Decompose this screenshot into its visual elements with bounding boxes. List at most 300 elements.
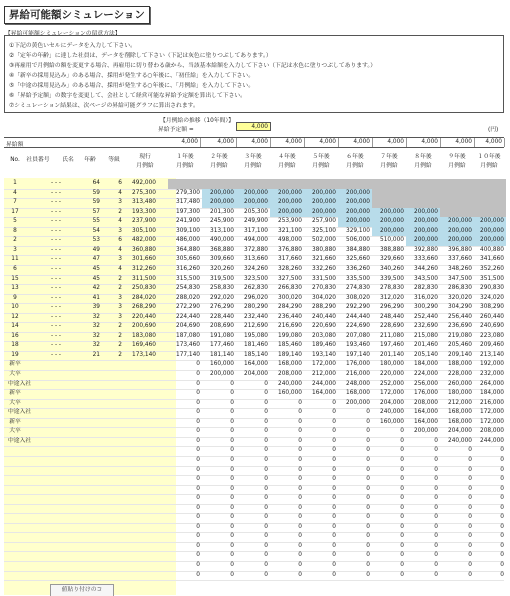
projected-salary-cell[interactable]: 262,830: [244, 285, 268, 292]
projected-salary-cell[interactable]: 164,000: [244, 361, 268, 368]
projected-salary-cell[interactable]: 0: [468, 504, 472, 511]
projected-salary-cell[interactable]: 184,000: [414, 361, 438, 368]
employee-no-cell[interactable]: - - -: [51, 304, 61, 311]
projected-salary-cell[interactable]: 200,000: [480, 237, 504, 244]
projected-salary-cell[interactable]: 321,660: [312, 256, 336, 263]
row-no[interactable]: 14: [11, 323, 19, 330]
projected-salary-cell[interactable]: 319,500: [210, 275, 234, 282]
projected-salary-cell[interactable]: 0: [230, 476, 234, 483]
projected-salary-cell[interactable]: 0: [298, 466, 302, 473]
projected-salary-cell[interactable]: 160,000: [210, 361, 234, 368]
employee-no-cell[interactable]: - - -: [51, 256, 61, 263]
projected-salary-cell[interactable]: 201,140: [380, 351, 404, 358]
projected-salary-cell[interactable]: 0: [230, 552, 234, 559]
projected-salary-cell[interactable]: 220,000: [380, 371, 404, 377]
projected-salary-cell[interactable]: 0: [366, 456, 370, 463]
projected-salary-cell[interactable]: 0: [332, 504, 336, 511]
projected-salary-cell[interactable]: 0: [298, 523, 302, 530]
employee-no-cell[interactable]: - - -: [51, 218, 61, 225]
projected-salary-cell[interactable]: 236,440: [278, 313, 302, 320]
projected-salary-cell[interactable]: 240,440: [312, 313, 336, 320]
projected-salary-cell[interactable]: 0: [434, 456, 438, 463]
grade-cell[interactable]: 3: [118, 304, 122, 311]
projected-salary-cell[interactable]: 203,080: [312, 332, 336, 339]
row-no[interactable]: 17: [11, 208, 19, 215]
projected-salary-cell[interactable]: 0: [230, 409, 234, 416]
projected-salary-cell[interactable]: 0: [500, 476, 504, 483]
projected-salary-cell[interactable]: 0: [434, 533, 438, 540]
projected-salary-cell[interactable]: 181,460: [244, 342, 268, 349]
age-cell[interactable]: 47: [92, 256, 100, 263]
projected-salary-cell[interactable]: 0: [298, 476, 302, 483]
projected-salary-cell[interactable]: 0: [332, 485, 336, 492]
projected-salary-cell[interactable]: 200,000: [210, 189, 234, 196]
projected-salary-cell[interactable]: 200,000: [346, 399, 370, 406]
projected-salary-cell[interactable]: 0: [366, 523, 370, 530]
projected-salary-cell[interactable]: 0: [264, 523, 268, 530]
grade-cell[interactable]: 3: [118, 313, 122, 320]
current-salary-cell[interactable]: 200,690: [132, 323, 156, 330]
raise-amount-input[interactable]: 4,000: [236, 122, 271, 131]
projected-salary-cell[interactable]: 240,000: [278, 380, 302, 387]
projected-salary-cell[interactable]: 0: [264, 428, 268, 435]
projected-salary-cell[interactable]: 0: [298, 504, 302, 511]
projected-salary-cell[interactable]: 204,690: [176, 323, 200, 330]
projected-salary-cell[interactable]: 0: [196, 361, 200, 368]
row-no[interactable]: 中途入社: [8, 380, 32, 387]
projected-salary-cell[interactable]: 232,440: [244, 313, 268, 320]
projected-salary-cell[interactable]: 396,880: [448, 246, 472, 253]
employee-no-cell[interactable]: - - -: [51, 208, 61, 215]
projected-salary-cell[interactable]: 0: [298, 456, 302, 463]
projected-salary-cell[interactable]: 282,830: [414, 285, 438, 292]
employee-no-cell[interactable]: - - -: [51, 265, 61, 272]
projected-salary-cell[interactable]: 208,690: [210, 323, 234, 330]
projected-salary-cell[interactable]: 205,140: [414, 351, 438, 358]
projected-salary-cell[interactable]: 253,900: [278, 218, 302, 225]
employee-no-cell[interactable]: - - -: [51, 342, 61, 349]
projected-salary-cell[interactable]: 224,000: [414, 371, 438, 377]
projected-salary-cell[interactable]: 0: [230, 495, 234, 502]
projected-salary-cell[interactable]: 244,440: [346, 313, 370, 320]
projected-salary-cell[interactable]: 200,000: [414, 237, 438, 244]
projected-salary-cell[interactable]: 187,080: [176, 332, 200, 339]
projected-salary-cell[interactable]: 329,660: [380, 256, 404, 263]
projected-salary-cell[interactable]: 0: [366, 428, 370, 435]
projected-salary-cell[interactable]: 284,290: [278, 304, 302, 311]
age-cell[interactable]: 39: [92, 304, 100, 311]
projected-salary-cell[interactable]: 256,440: [448, 313, 472, 320]
projected-salary-cell[interactable]: 200,000: [346, 208, 370, 215]
projected-salary-cell[interactable]: 200,000: [414, 218, 438, 225]
projected-salary-cell[interactable]: 168,000: [448, 418, 472, 425]
projected-salary-cell[interactable]: 0: [332, 523, 336, 530]
projected-salary-cell[interactable]: 164,000: [414, 418, 438, 425]
projected-salary-cell[interactable]: 0: [332, 418, 336, 425]
projected-salary-cell[interactable]: 0: [332, 437, 336, 444]
projected-salary-cell[interactable]: 0: [264, 514, 268, 521]
row-no[interactable]: 2: [13, 237, 17, 244]
projected-salary-cell[interactable]: 200,000: [346, 199, 370, 206]
projected-salary-cell[interactable]: 0: [500, 552, 504, 559]
projected-salary-cell[interactable]: 335,500: [346, 275, 370, 282]
projected-salary-cell[interactable]: 205,460: [448, 342, 472, 349]
projected-salary-cell[interactable]: 510,000: [380, 237, 404, 244]
projected-salary-cell[interactable]: 200,000: [448, 218, 472, 225]
projected-salary-cell[interactable]: 172,000: [312, 361, 336, 368]
projected-salary-cell[interactable]: 0: [332, 562, 336, 568]
current-salary-cell[interactable]: 275,300: [132, 189, 156, 196]
projected-salary-cell[interactable]: 0: [366, 552, 370, 559]
row-no[interactable]: 大卒: [9, 371, 21, 377]
row-no[interactable]: 大卒: [9, 428, 21, 435]
projected-salary-cell[interactable]: 274,830: [346, 285, 370, 292]
projected-salary-cell[interactable]: 288,290: [312, 304, 336, 311]
projected-salary-cell[interactable]: 0: [366, 476, 370, 483]
projected-salary-cell[interactable]: 0: [434, 485, 438, 492]
projected-salary-cell[interactable]: 0: [196, 562, 200, 568]
projected-salary-cell[interactable]: 260,000: [448, 380, 472, 387]
projected-salary-cell[interactable]: 0: [196, 571, 200, 578]
projected-salary-cell[interactable]: 215,080: [414, 332, 438, 339]
row-no[interactable]: 7: [13, 199, 17, 206]
projected-salary-cell[interactable]: 286,830: [448, 285, 472, 292]
projected-salary-cell[interactable]: 313,660: [244, 256, 268, 263]
grade-cell[interactable]: 2: [118, 323, 122, 330]
projected-salary-cell[interactable]: 0: [298, 447, 302, 454]
projected-salary-cell[interactable]: 201,300: [210, 208, 234, 215]
projected-salary-cell[interactable]: 0: [230, 562, 234, 568]
projected-salary-cell[interactable]: 0: [264, 552, 268, 559]
projected-salary-cell[interactable]: 204,000: [380, 399, 404, 406]
projected-salary-cell[interactable]: 343,500: [414, 275, 438, 282]
projected-salary-cell[interactable]: 204,000: [244, 371, 268, 377]
projected-salary-cell[interactable]: 0: [434, 466, 438, 473]
projected-salary-cell[interactable]: 184,000: [480, 390, 504, 397]
row-no[interactable]: 6: [13, 265, 17, 272]
projected-salary-cell[interactable]: 0: [298, 533, 302, 540]
employee-no-cell[interactable]: - - -: [51, 351, 61, 358]
projected-salary-cell[interactable]: 0: [332, 447, 336, 454]
grade-cell[interactable]: 2: [118, 275, 122, 282]
projected-salary-cell[interactable]: 200,000: [244, 189, 268, 196]
projected-salary-cell[interactable]: 164,000: [414, 409, 438, 416]
row-no[interactable]: 19: [11, 351, 19, 358]
projected-salary-cell[interactable]: 0: [196, 552, 200, 559]
projected-salary-cell[interactable]: 0: [400, 552, 404, 559]
projected-salary-cell[interactable]: 0: [366, 562, 370, 568]
projected-salary-cell[interactable]: 0: [366, 495, 370, 502]
projected-salary-cell[interactable]: 0: [434, 447, 438, 454]
projected-salary-cell[interactable]: 177,460: [210, 342, 234, 349]
projected-salary-cell[interactable]: 176,000: [414, 390, 438, 397]
projected-salary-cell[interactable]: 0: [434, 495, 438, 502]
projected-salary-cell[interactable]: 0: [230, 437, 234, 444]
projected-salary-cell[interactable]: 380,880: [312, 246, 336, 253]
row-no[interactable]: 新卒: [9, 361, 21, 368]
projected-salary-cell[interactable]: 292,020: [210, 294, 234, 301]
grade-cell[interactable]: 3: [118, 227, 122, 234]
projected-salary-cell[interactable]: 0: [264, 571, 268, 578]
projected-salary-cell[interactable]: 0: [468, 485, 472, 492]
employee-no-cell[interactable]: - - -: [51, 199, 61, 206]
row-no[interactable]: 8: [13, 227, 17, 234]
projected-salary-cell[interactable]: 200,000: [312, 199, 336, 206]
projected-salary-cell[interactable]: 0: [366, 504, 370, 511]
current-salary-cell[interactable]: 183,080: [132, 332, 156, 339]
projected-salary-cell[interactable]: 0: [196, 466, 200, 473]
projected-salary-cell[interactable]: 0: [500, 562, 504, 568]
projected-salary-cell[interactable]: 172,000: [480, 409, 504, 416]
current-salary-cell[interactable]: 169,460: [132, 342, 156, 349]
projected-salary-cell[interactable]: 0: [264, 418, 268, 425]
projected-salary-cell[interactable]: 258,830: [210, 285, 234, 292]
projected-salary-cell[interactable]: 212,000: [312, 371, 336, 377]
projected-salary-cell[interactable]: 0: [500, 523, 504, 530]
row-no[interactable]: 9: [13, 294, 17, 301]
projected-salary-cell[interactable]: 0: [196, 399, 200, 406]
projected-salary-cell[interactable]: 0: [332, 456, 336, 463]
projected-salary-cell[interactable]: 212,690: [244, 323, 268, 330]
grade-cell[interactable]: 2: [118, 285, 122, 292]
projected-salary-cell[interactable]: 0: [366, 571, 370, 578]
projected-salary-cell[interactable]: 0: [400, 437, 404, 444]
age-cell[interactable]: 64: [92, 180, 100, 186]
projected-salary-cell[interactable]: 332,260: [312, 265, 336, 272]
projected-salary-cell[interactable]: 0: [500, 542, 504, 549]
projected-salary-cell[interactable]: 384,880: [346, 246, 370, 253]
projected-salary-cell[interactable]: 331,500: [312, 275, 336, 282]
projected-salary-cell[interactable]: 0: [400, 533, 404, 540]
projected-salary-cell[interactable]: 348,260: [448, 265, 472, 272]
projected-salary-cell[interactable]: 0: [434, 476, 438, 483]
projected-salary-cell[interactable]: 0: [230, 447, 234, 454]
projected-salary-cell[interactable]: 0: [196, 476, 200, 483]
projected-salary-cell[interactable]: 199,080: [278, 332, 302, 339]
projected-salary-cell[interactable]: 494,000: [244, 237, 268, 244]
projected-salary-cell[interactable]: 200,000: [210, 371, 234, 377]
projected-salary-cell[interactable]: 0: [196, 409, 200, 416]
projected-salary-cell[interactable]: 0: [298, 571, 302, 578]
projected-salary-cell[interactable]: 264,000: [480, 380, 504, 387]
projected-salary-cell[interactable]: 0: [400, 504, 404, 511]
projected-salary-cell[interactable]: 216,690: [278, 323, 302, 330]
projected-salary-cell[interactable]: 0: [500, 504, 504, 511]
projected-salary-cell[interactable]: 328,260: [278, 265, 302, 272]
projected-salary-cell[interactable]: 189,460: [312, 342, 336, 349]
row-no[interactable]: 15: [11, 275, 19, 282]
projected-salary-cell[interactable]: 219,080: [448, 332, 472, 339]
projected-salary-cell[interactable]: 0: [298, 437, 302, 444]
projected-salary-cell[interactable]: 376,880: [278, 246, 302, 253]
projected-salary-cell[interactable]: 292,290: [346, 304, 370, 311]
projected-salary-cell[interactable]: 224,440: [176, 313, 200, 320]
projected-salary-cell[interactable]: 0: [196, 437, 200, 444]
projected-salary-cell[interactable]: 177,140: [176, 351, 200, 358]
projected-salary-cell[interactable]: 0: [400, 428, 404, 435]
projected-salary-cell[interactable]: 0: [264, 466, 268, 473]
grade-cell[interactable]: 4: [118, 246, 122, 253]
projected-salary-cell[interactable]: 266,830: [278, 285, 302, 292]
employee-no-cell[interactable]: - - -: [51, 323, 61, 330]
projected-salary-cell[interactable]: 0: [298, 514, 302, 521]
projected-salary-cell[interactable]: 200,000: [346, 218, 370, 225]
row-no[interactable]: 10: [11, 304, 19, 311]
projected-salary-cell[interactable]: 228,000: [448, 371, 472, 377]
projected-salary-cell[interactable]: 0: [434, 562, 438, 568]
projected-salary-cell[interactable]: 0: [434, 504, 438, 511]
projected-salary-cell[interactable]: 278,830: [380, 285, 404, 292]
age-cell[interactable]: 55: [92, 218, 100, 225]
projected-salary-cell[interactable]: 0: [264, 495, 268, 502]
row-no[interactable]: 3: [13, 246, 17, 253]
projected-salary-cell[interactable]: 317,480: [176, 199, 200, 206]
projected-salary-cell[interactable]: 0: [400, 562, 404, 568]
projected-salary-cell[interactable]: 0: [468, 562, 472, 568]
projected-salary-cell[interactable]: 0: [264, 437, 268, 444]
projected-salary-cell[interactable]: 325,660: [346, 256, 370, 263]
projected-salary-cell[interactable]: 324,020: [480, 294, 504, 301]
projected-salary-cell[interactable]: 0: [332, 409, 336, 416]
grade-cell[interactable]: 2: [118, 208, 122, 215]
grade-cell[interactable]: 2: [118, 342, 122, 349]
projected-salary-cell[interactable]: 325,100: [312, 227, 336, 234]
projected-salary-cell[interactable]: 341,660: [480, 256, 504, 263]
projected-salary-cell[interactable]: 0: [264, 447, 268, 454]
projected-salary-cell[interactable]: 0: [196, 504, 200, 511]
projected-salary-cell[interactable]: 0: [196, 428, 200, 435]
row-no[interactable]: 大卒: [9, 399, 21, 406]
projected-salary-cell[interactable]: 296,290: [380, 304, 404, 311]
projected-salary-cell[interactable]: 228,440: [210, 313, 234, 320]
projected-salary-cell[interactable]: 0: [230, 456, 234, 463]
projected-salary-cell[interactable]: 0: [230, 571, 234, 578]
projected-salary-cell[interactable]: 0: [230, 504, 234, 511]
projected-salary-cell[interactable]: 0: [468, 552, 472, 559]
projected-salary-cell[interactable]: 0: [434, 542, 438, 549]
age-cell[interactable]: 32: [92, 332, 100, 339]
projected-salary-cell[interactable]: 207,080: [346, 332, 370, 339]
employee-no-cell[interactable]: - - -: [51, 313, 61, 320]
row-no[interactable]: 新卒: [9, 390, 21, 397]
projected-salary-cell[interactable]: 0: [468, 514, 472, 521]
projected-salary-cell[interactable]: 0: [400, 571, 404, 578]
projected-salary-cell[interactable]: 321,100: [278, 227, 302, 234]
projected-salary-cell[interactable]: 300,290: [414, 304, 438, 311]
projected-salary-cell[interactable]: 188,000: [448, 361, 472, 368]
projected-salary-cell[interactable]: 0: [332, 476, 336, 483]
projected-salary-cell[interactable]: 0: [500, 485, 504, 492]
projected-salary-cell[interactable]: 0: [298, 542, 302, 549]
projected-salary-cell[interactable]: 320,020: [448, 294, 472, 301]
current-salary-cell[interactable]: 268,290: [132, 304, 156, 311]
projected-salary-cell[interactable]: 197,300: [176, 208, 200, 215]
current-salary-cell[interactable]: 173,140: [132, 351, 156, 358]
current-salary-cell[interactable]: 482,000: [132, 237, 156, 244]
projected-salary-cell[interactable]: 232,000: [480, 371, 504, 377]
projected-salary-cell[interactable]: 0: [332, 428, 336, 435]
projected-salary-cell[interactable]: 0: [366, 514, 370, 521]
projected-salary-cell[interactable]: 185,460: [278, 342, 302, 349]
projected-salary-cell[interactable]: 0: [468, 533, 472, 540]
current-salary-cell[interactable]: 360,880: [132, 246, 156, 253]
projected-salary-cell[interactable]: 164,000: [312, 390, 336, 397]
projected-salary-cell[interactable]: 320,260: [210, 265, 234, 272]
projected-salary-cell[interactable]: 309,100: [176, 227, 200, 234]
projected-salary-cell[interactable]: 0: [434, 552, 438, 559]
projected-salary-cell[interactable]: 0: [230, 514, 234, 521]
age-cell[interactable]: 32: [92, 342, 100, 349]
projected-salary-cell[interactable]: 195,080: [244, 332, 268, 339]
projected-salary-cell[interactable]: 200,000: [244, 199, 268, 206]
projected-salary-cell[interactable]: 0: [500, 447, 504, 454]
projected-salary-cell[interactable]: 0: [468, 466, 472, 473]
projected-salary-cell[interactable]: 0: [230, 485, 234, 492]
projected-salary-cell[interactable]: 176,000: [346, 361, 370, 368]
projected-salary-cell[interactable]: 160,000: [380, 418, 404, 425]
projected-salary-cell[interactable]: 200,000: [380, 208, 404, 215]
projected-salary-cell[interactable]: 0: [230, 380, 234, 387]
projected-salary-cell[interactable]: 290,830: [480, 285, 504, 292]
projected-salary-cell[interactable]: 0: [468, 542, 472, 549]
projected-salary-cell[interactable]: 300,020: [278, 294, 302, 301]
projected-salary-cell[interactable]: 316,260: [176, 265, 200, 272]
grade-cell[interactable]: 4: [118, 265, 122, 272]
projected-salary-cell[interactable]: 232,690: [414, 323, 438, 330]
projected-salary-cell[interactable]: 0: [264, 390, 268, 397]
projected-salary-cell[interactable]: 0: [298, 552, 302, 559]
projected-salary-cell[interactable]: 347,500: [448, 275, 472, 282]
projected-salary-cell[interactable]: 0: [434, 437, 438, 444]
employee-no-cell[interactable]: - - -: [51, 332, 61, 339]
projected-salary-cell[interactable]: 0: [500, 514, 504, 521]
projected-salary-cell[interactable]: 200,000: [414, 428, 438, 435]
projected-salary-cell[interactable]: 272,290: [176, 304, 200, 311]
projected-salary-cell[interactable]: 180,000: [448, 390, 472, 397]
current-salary-cell[interactable]: 312,260: [132, 265, 156, 272]
grade-cell[interactable]: 2: [118, 351, 122, 358]
projected-salary-cell[interactable]: 0: [264, 542, 268, 549]
projected-salary-cell[interactable]: 0: [468, 523, 472, 530]
projected-salary-cell[interactable]: 336,260: [346, 265, 370, 272]
projected-salary-cell[interactable]: 0: [196, 542, 200, 549]
projected-salary-cell[interactable]: 245,900: [210, 218, 234, 225]
projected-salary-cell[interactable]: 208,000: [480, 428, 504, 435]
projected-salary-cell[interactable]: 208,000: [414, 399, 438, 406]
projected-salary-cell[interactable]: 0: [264, 504, 268, 511]
projected-salary-cell[interactable]: 316,020: [414, 294, 438, 301]
projected-salary-cell[interactable]: 0: [500, 571, 504, 578]
projected-salary-cell[interactable]: 0: [332, 514, 336, 521]
projected-salary-cell[interactable]: 200,000: [210, 199, 234, 206]
projected-salary-cell[interactable]: 317,660: [278, 256, 302, 263]
projected-salary-cell[interactable]: 498,000: [278, 237, 302, 244]
projected-salary-cell[interactable]: 296,020: [244, 294, 268, 301]
projected-salary-cell[interactable]: 0: [468, 571, 472, 578]
employee-no-cell[interactable]: - - -: [51, 294, 61, 301]
projected-salary-cell[interactable]: 0: [196, 456, 200, 463]
projected-salary-cell[interactable]: 329,100: [346, 227, 370, 234]
projected-salary-cell[interactable]: 0: [230, 466, 234, 473]
projected-salary-cell[interactable]: 0: [400, 466, 404, 473]
projected-salary-cell[interactable]: 211,080: [380, 332, 404, 339]
projected-salary-cell[interactable]: 502,000: [312, 237, 336, 244]
projected-salary-cell[interactable]: 0: [230, 418, 234, 425]
grade-cell[interactable]: 3: [118, 199, 122, 206]
projected-salary-cell[interactable]: 200,000: [346, 189, 370, 196]
age-cell[interactable]: 53: [92, 237, 100, 244]
employee-no-cell[interactable]: - - -: [51, 237, 61, 244]
